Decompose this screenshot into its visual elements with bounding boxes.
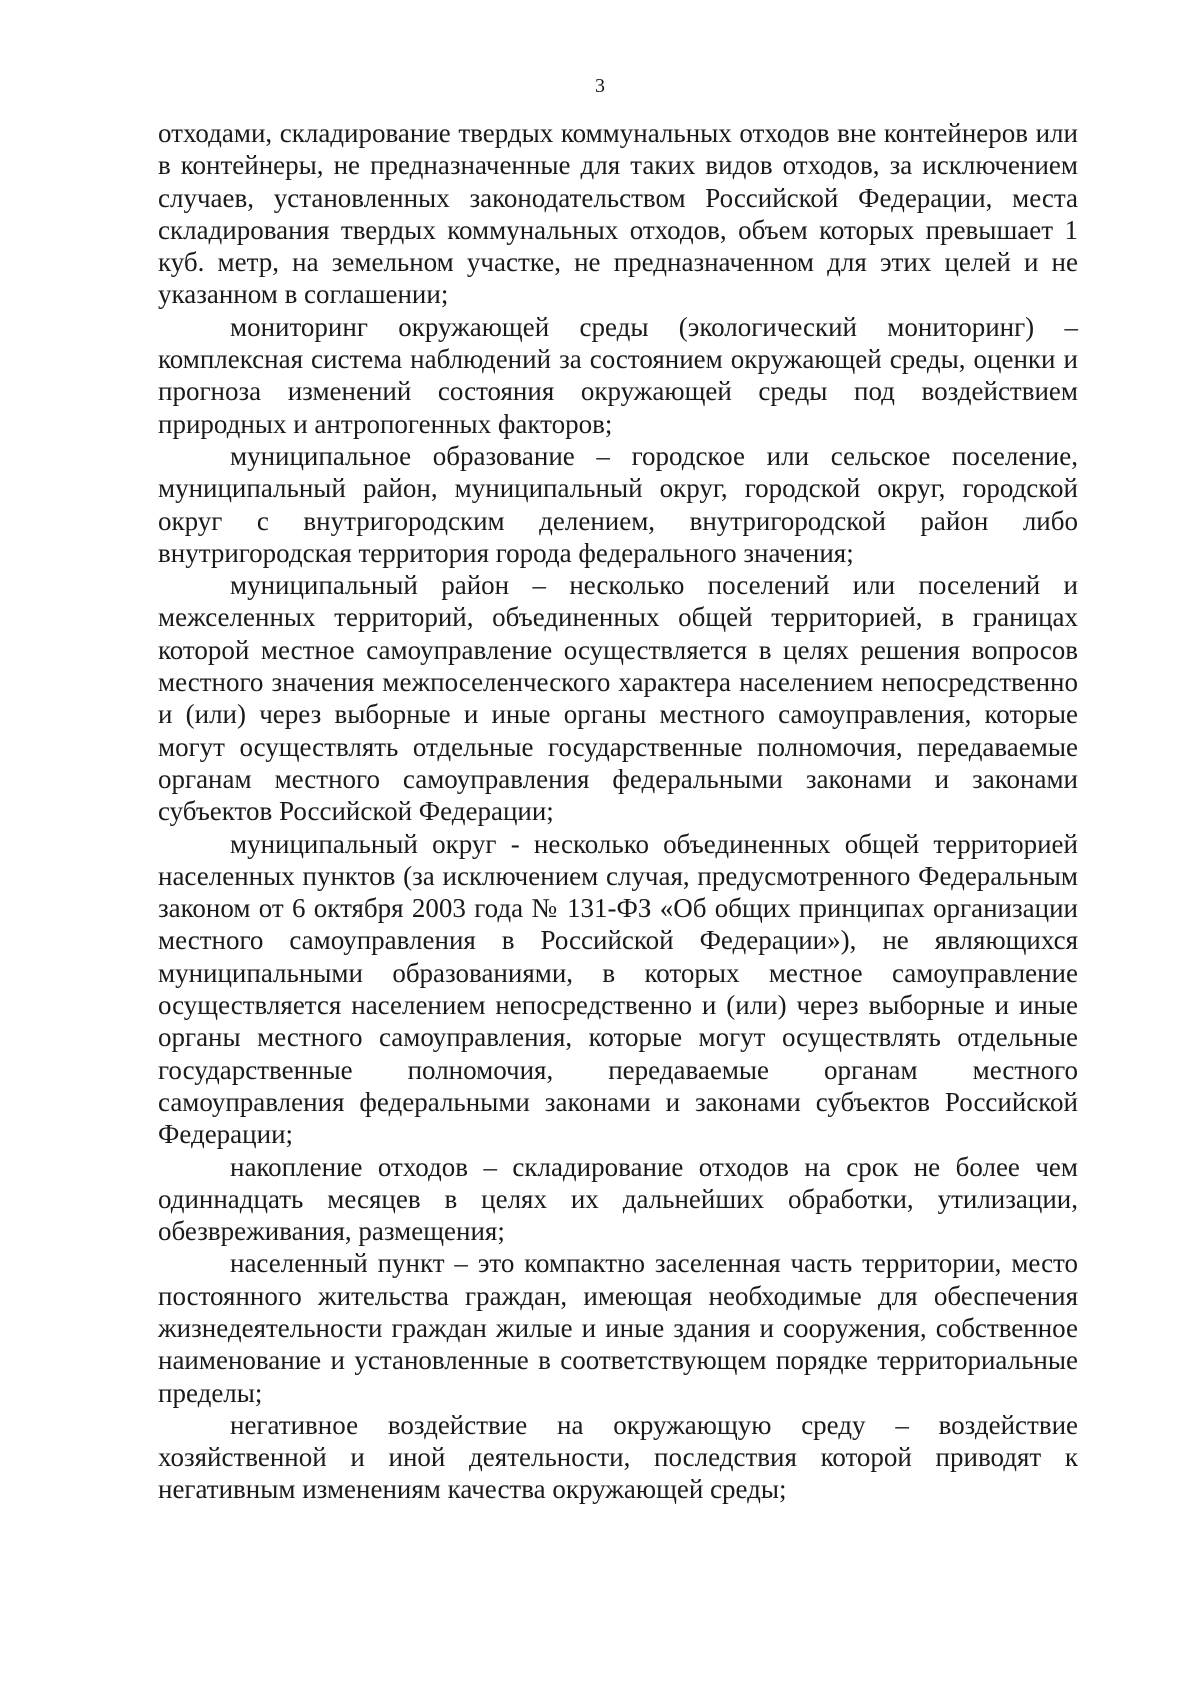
paragraph-municipal-formation: муниципальное образование – городское или сельское поселение, муниципальный район, муниципальный округ, городской округ, городской округ с внутригородским делением, внутригородской район либо внутригородская территория города федерального значения; xyxy=(158,440,1078,568)
paragraph-waste-accumulation: накопление отходов – складирование отходов на срок не более чем одиннадцать месяцев в целях их дальнейших обработки, утилизации, обезвреживания, размещения; xyxy=(158,1151,1078,1247)
paragraph-negative-impact: негативное воздействие на окружающую среду – воздействие хозяйственной и иной деятельности, последствия которой приводят к негативным изменениям качества окружающей среды; xyxy=(158,1409,1078,1505)
paragraph-municipal-district: муниципальный район – несколько поселений или поселений и межселенных территорий, объединенных общей территорией, в границах которой местное самоуправление осуществляется в целях решения вопросов местного значения межпоселенческого характера населением непосредственно и (или) через выборные и иные органы местного самоуправления, которые могут осуществлять отдельные государственные полномочия, передаваемые органам местного самоуправления федеральными законами и законами субъектов Российской Федерации; xyxy=(158,570,1078,827)
document-body xyxy=(158,117,1078,1506)
page-number: 3 xyxy=(595,75,605,97)
paragraph-waste-storage-continued: отходами, складирование твердых коммунальных отходов вне контейнеров или в контейнеры, не предназначенные для таких видов отходов, за исключением случаев, установленных законодательством Российской Федерации, места складирования твердых коммунальных отходов, объем которых превышает 1 куб. метр, на земельном участке, не предназначенном для этих целей и не указанном в соглашении; xyxy=(158,118,1078,310)
paragraph-environmental-monitoring: мониторинг окружающей среды (экологический мониторинг) – комплексная система наблюдений за состоянием окружающей среды, оценки и прогноза изменений состояния окружающей среды под воздействием природных и антропогенных факторов; xyxy=(158,311,1078,439)
paragraph-settlement: населенный пункт – это компактно заселенная часть территории, место постоянного жительства граждан, имеющая необходимые для обеспечения жизнедеятельности граждан жилые и иные здания и сооружения, собственное наименование и установленные в соответствующем порядке территориальные пределы; xyxy=(158,1248,1078,1408)
paragraph-municipal-okrug: муниципальный округ - несколько объединенных общей территорией населенных пунктов (за исключением случая, предусмотренного Федеральным законом от 6 октября 2003 года № 131-ФЗ «Об общих принципах организации местного самоуправления в Российской Федерации»), не являющихся муниципальными образованиями, в которых местное самоуправление осуществляется населением непосредственно и (или) через выборные и иные органы местного самоуправления, которые могут осуществлять отдельные государственные полномочия, передаваемые органам местного самоуправления федеральными законами и законами субъектов Российской Федерации; xyxy=(158,828,1078,1150)
